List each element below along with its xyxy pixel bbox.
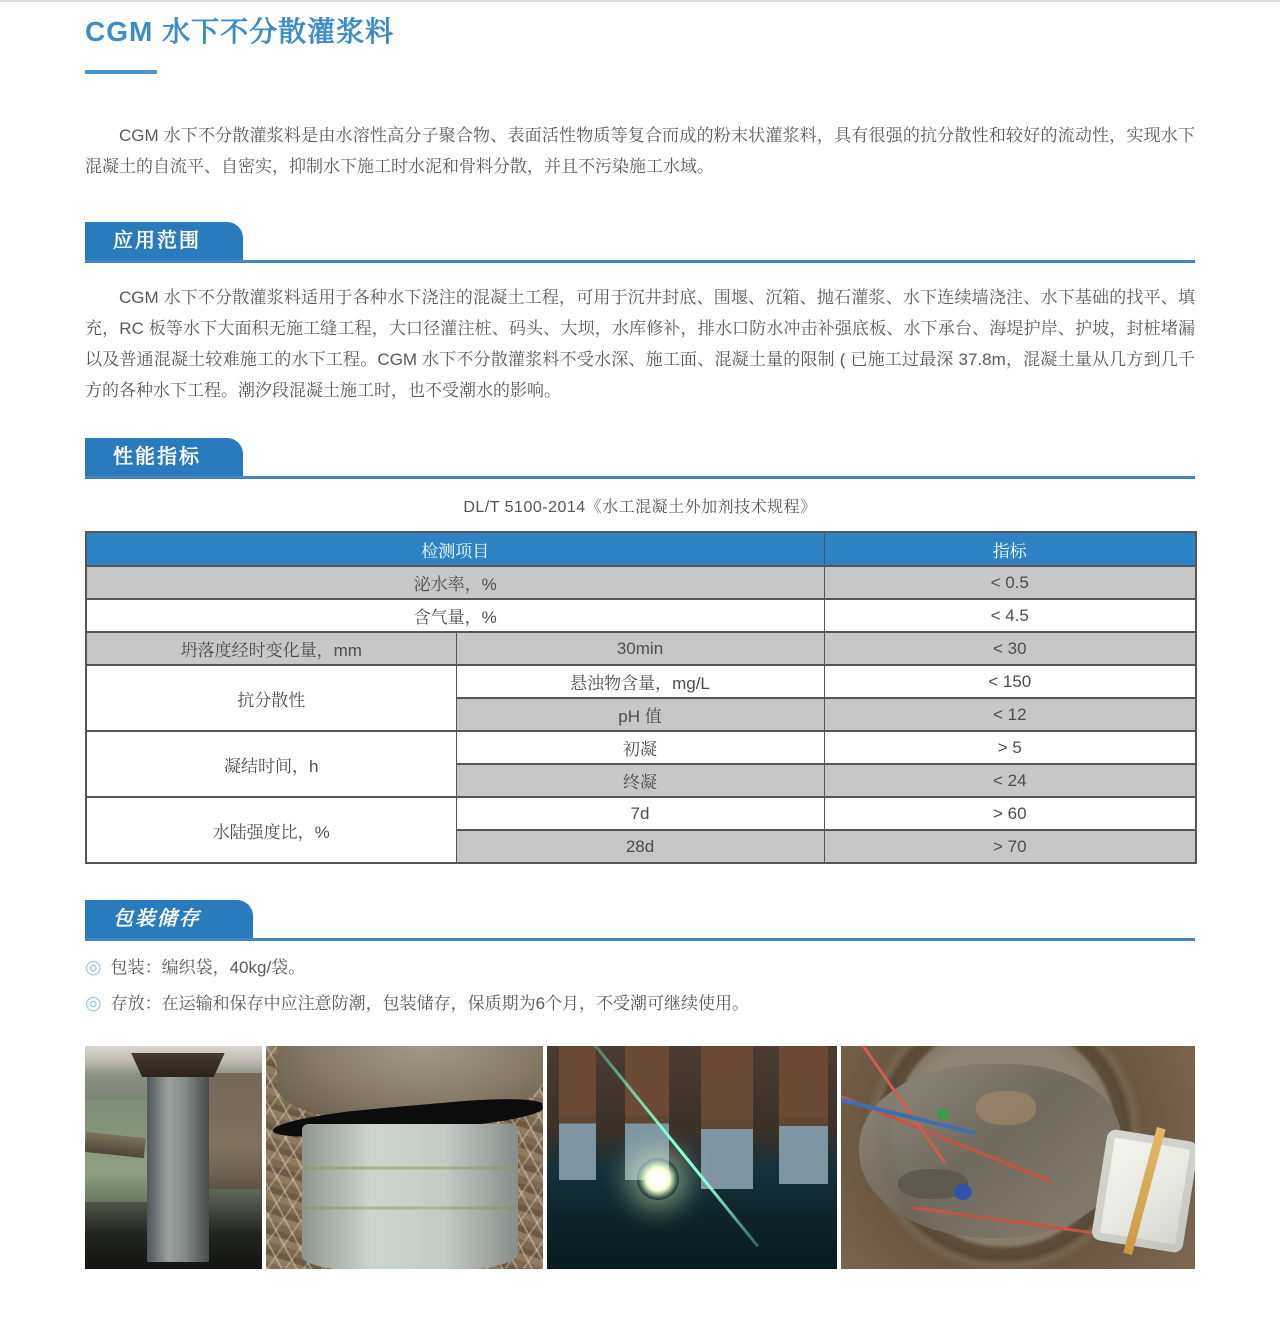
packaging-item-text: 包装：编织袋，40kg/袋。 — [110, 958, 306, 977]
table-row — [86, 566, 1196, 599]
table-cell-item: 含气量，% — [86, 599, 824, 632]
photo-strip — [85, 1046, 1195, 1269]
page-title: CGM 水下不分散灌浆料 — [85, 16, 395, 47]
title-underline — [85, 70, 157, 74]
photo-pier-column — [559, 1046, 597, 1180]
table-cell-value: < 4.5 — [824, 599, 1196, 632]
table-cell-sub: 28d — [456, 830, 824, 863]
table-row — [86, 599, 1196, 632]
table-row — [86, 797, 1196, 830]
intro-paragraph: CGM 水下不分散灌浆料是由水溶性高分子聚合物、表面活性物质等复合而成的粉末状灌浆料，具有很强的抗分散性和较好的流动性，实现水下混凝土的自流平、自密实，抑制水下施工时水泥和骨料分散，并且不污染施工水域。 — [85, 126, 1195, 176]
page-top-divider — [0, 0, 1280, 2]
photo-night-piers — [547, 1046, 837, 1269]
table-cell-item: 凝结时间，h — [86, 731, 456, 797]
ring-bullet-icon: ◎ — [85, 957, 102, 978]
table-cell-sub: 悬浊物含量，mg/L — [456, 665, 824, 698]
table-cell-value: > 60 — [824, 797, 1196, 830]
photo-pier-column — [701, 1046, 753, 1189]
table-cell-sub: 初凝 — [456, 731, 824, 764]
photo-rock — [976, 1091, 1036, 1125]
packaging-item-text: 存放：在运输和保存中应注意防潮，包装储存，保质期为6个月，不受潮可继续使用。 — [110, 994, 750, 1013]
section-tab-application: 应用范围 — [85, 222, 243, 260]
photo-steel-jacket — [302, 1124, 518, 1269]
table-cell-sub: 30min — [456, 632, 824, 665]
photo-steel-pipe — [147, 1066, 209, 1262]
photo-pile-pipe — [85, 1046, 262, 1269]
table-cell-item: 泌水率，% — [86, 566, 824, 599]
table-cell-sub: 终凝 — [456, 764, 824, 797]
ring-bullet-icon: ◎ — [85, 993, 102, 1014]
table-cell-item: 坍落度经时变化量，mm — [86, 632, 456, 665]
table-cell-item: 水陆强度比，% — [86, 797, 456, 863]
table-header-index: 指标 — [824, 532, 1196, 566]
section-application-header — [85, 222, 1195, 263]
table-cell-value: < 150 — [824, 665, 1196, 698]
performance-table — [85, 531, 1197, 864]
photo-pier-column — [779, 1046, 828, 1184]
table-cell-sub: 7d — [456, 797, 824, 830]
standard-reference: DL/T 5100-2014《水工混凝土外加剂技术规程》 — [463, 499, 817, 516]
document-page — [85, 14, 1195, 1269]
photo-pile-jacket — [266, 1046, 543, 1269]
photo-work-light — [637, 1158, 679, 1200]
table-cell-sub: pH 值 — [456, 698, 824, 731]
table-cell-value: < 12 — [824, 698, 1196, 731]
table-header-row — [86, 532, 1196, 566]
table-cell-value: < 24 — [824, 764, 1196, 797]
packaging-item — [85, 991, 1195, 1016]
table-row — [86, 632, 1196, 665]
photo-pier-cap — [131, 1053, 225, 1078]
table-cell-value: > 70 — [824, 830, 1196, 863]
table-row — [86, 665, 1196, 698]
section-tab-packaging: 包装储存 — [85, 900, 253, 938]
table-header-item: 检测项目 — [86, 532, 824, 566]
photo-green-object — [937, 1108, 949, 1120]
section-tab-performance: 性能指标 — [85, 438, 243, 476]
table-cell-value: < 0.5 — [824, 566, 1196, 599]
photo-bank-wall — [205, 1073, 262, 1189]
packaging-item — [85, 955, 1195, 980]
application-paragraph: CGM 水下不分散灌浆料适用于各种水下浇注的混凝土工程，可用于沉井封底、围堰、沉箱、抛石灌浆、水下连续墙浇注、水下基础的找平、填充，RC 板等水下大面积无施工缝工程，大口径灌注桩、码头、大坝，水库修补，排水口防水冲击补强底板、水下承台、海堤护岸、护坡，封桩堵漏以及普通混凝土较难施工的水下工程。CGM 水下不分散灌浆料不受水深、施工面、混凝土量的限制 ( 已施工过最深 37.8m，混凝土量从几方到几千方的各种水下工程。潮汐段混凝土施工时，也不受潮水的影响。 — [85, 288, 1195, 400]
photo-caisson-topview — [841, 1046, 1195, 1269]
section-performance-header — [85, 438, 1195, 479]
table-cell-value: < 30 — [824, 632, 1196, 665]
table-cell-value: > 5 — [824, 731, 1196, 764]
table-cell-item: 抗分散性 — [86, 665, 456, 731]
table-row — [86, 731, 1196, 764]
photo-mud-area — [859, 1064, 1121, 1238]
section-packaging-header — [85, 900, 1195, 941]
